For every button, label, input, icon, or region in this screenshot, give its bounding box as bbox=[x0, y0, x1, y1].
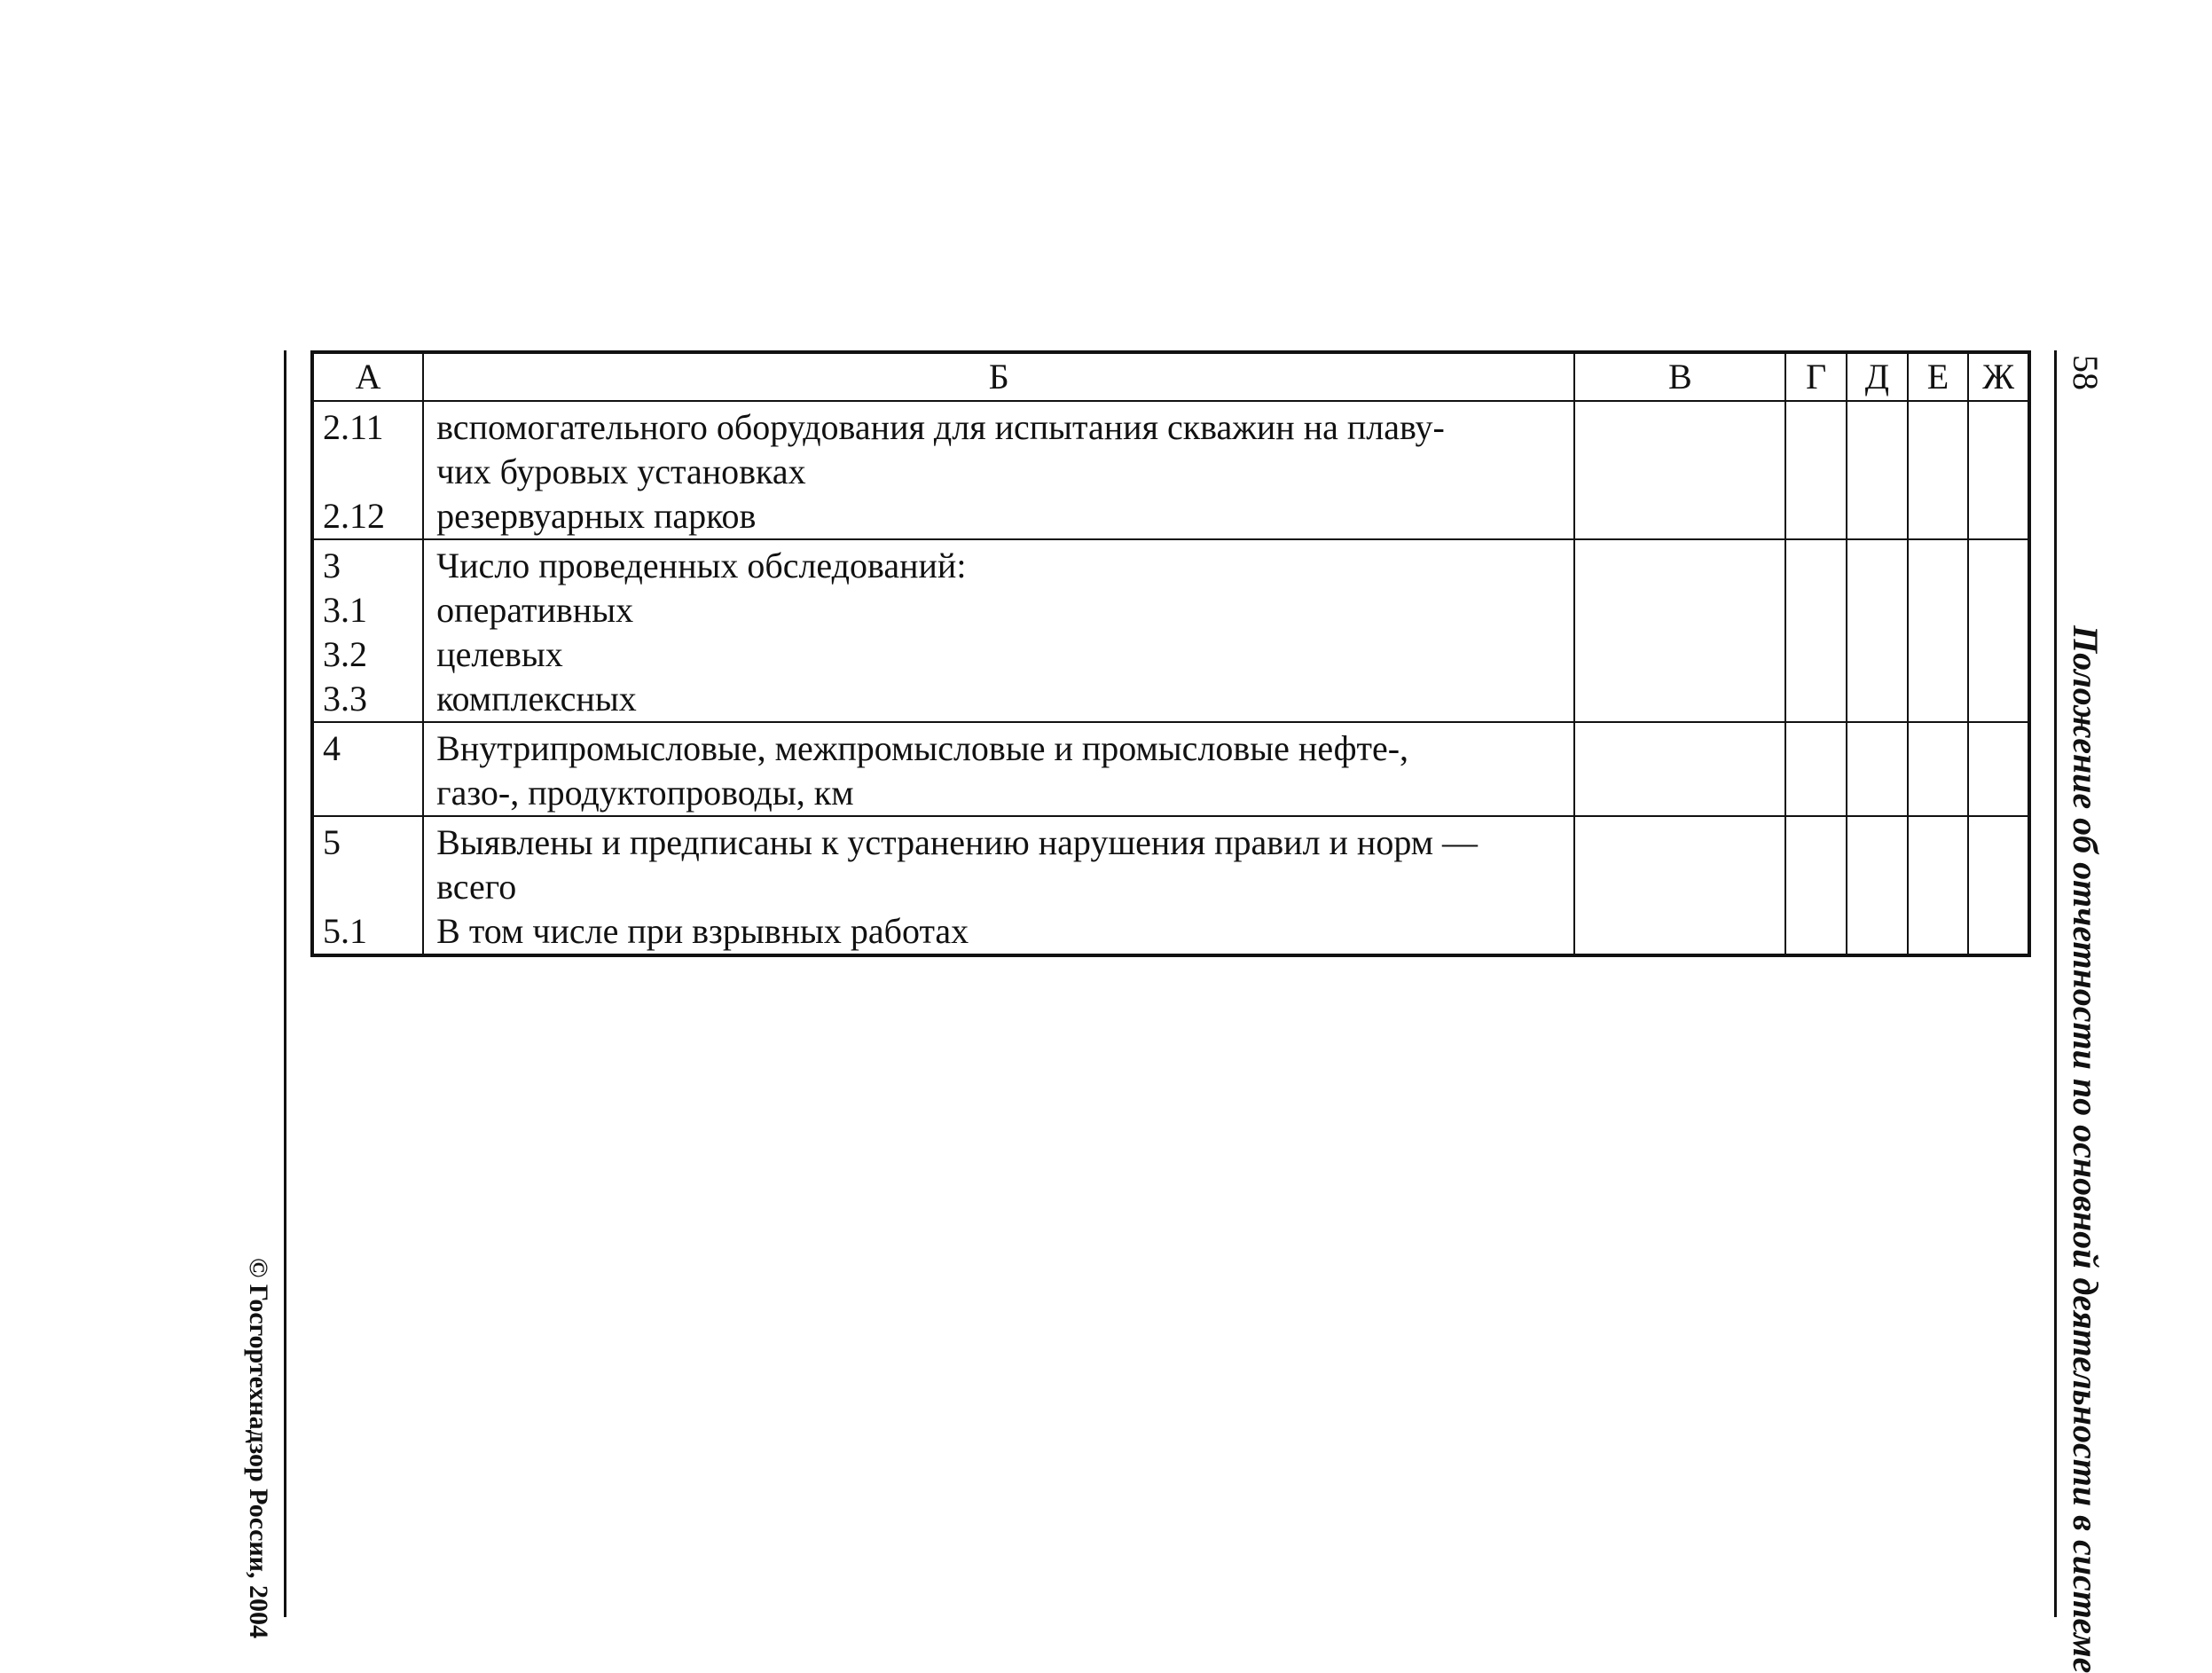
header-cell-b: Б bbox=[423, 352, 1574, 401]
value-cell-zh bbox=[1968, 722, 2029, 816]
left-margin-rule bbox=[284, 350, 286, 1617]
item-code bbox=[323, 865, 422, 909]
running-title: Положение об отчетности по основной деятельности в системе bbox=[2066, 625, 2106, 1673]
header-cell-a: А bbox=[312, 352, 423, 401]
item-code bbox=[323, 450, 422, 494]
item-code: 2.12 bbox=[323, 496, 385, 536]
code-cell bbox=[312, 722, 423, 816]
copyright-text: © Госгортехнадзор России, 2004 bbox=[244, 1258, 273, 1638]
code-cell bbox=[312, 539, 423, 722]
item-text: комплексных bbox=[436, 679, 637, 719]
item-text: Выявлены и предписаны к устранению нарушения правил и норм — bbox=[436, 822, 1479, 862]
item-text: оперативных bbox=[436, 590, 634, 630]
value-cell-d bbox=[1847, 816, 1908, 955]
item-text: вспомогательного оборудования для испытания скважин на плаву- bbox=[436, 407, 1445, 447]
right-margin-rule bbox=[2054, 350, 2057, 1617]
description-cell bbox=[423, 539, 1574, 722]
item-code: 5 bbox=[323, 822, 341, 862]
value-cell-g bbox=[1785, 401, 1847, 539]
value-cell-g bbox=[1785, 539, 1847, 722]
item-code: 3 bbox=[323, 546, 341, 585]
item-text: Внутрипромысловые, межпромысловые и промысловые нефте-, bbox=[436, 728, 1409, 768]
item-text: чих буровых установках bbox=[436, 452, 806, 491]
item-text: всего bbox=[436, 867, 517, 907]
item-code: 3.1 bbox=[323, 590, 367, 630]
value-cell-d bbox=[1847, 539, 1908, 722]
value-cell-g bbox=[1785, 816, 1847, 955]
header-cell-d: Д bbox=[1847, 352, 1908, 401]
page-number: 58 bbox=[2066, 355, 2106, 390]
header-cell-g: Г bbox=[1785, 352, 1847, 401]
copyright-block bbox=[238, 1258, 273, 1638]
item-code: 5.1 bbox=[323, 911, 367, 951]
item-code: 4 bbox=[323, 728, 341, 768]
value-cell-v bbox=[1574, 401, 1785, 539]
table-row bbox=[312, 539, 2029, 722]
value-cell-zh bbox=[1968, 816, 2029, 955]
description-cell bbox=[423, 816, 1574, 955]
value-cell-zh bbox=[1968, 401, 2029, 539]
value-cell-g bbox=[1785, 722, 1847, 816]
value-cell-e bbox=[1908, 539, 1969, 722]
table-row bbox=[312, 401, 2029, 539]
item-code: 2.11 bbox=[323, 407, 384, 447]
running-head bbox=[2062, 355, 2106, 1673]
header-cell-e: Е bbox=[1908, 352, 1969, 401]
item-text: В том числе при взрывных работах bbox=[436, 911, 969, 951]
value-cell-e bbox=[1908, 722, 1969, 816]
value-cell-e bbox=[1908, 816, 1969, 955]
value-cell-d bbox=[1847, 722, 1908, 816]
header-row bbox=[312, 352, 2029, 401]
value-cell-v bbox=[1574, 722, 1785, 816]
value-cell-v bbox=[1574, 539, 1785, 722]
value-cell-zh bbox=[1968, 539, 2029, 722]
item-code bbox=[323, 771, 422, 815]
item-text: газо-, продуктопроводы, км bbox=[436, 773, 854, 813]
code-cell bbox=[312, 401, 423, 539]
value-cell-e bbox=[1908, 401, 1969, 539]
description-cell bbox=[423, 401, 1574, 539]
table-row bbox=[312, 722, 2029, 816]
item-text: Число проведенных обследований: bbox=[436, 546, 967, 585]
description-cell bbox=[423, 722, 1574, 816]
item-text: целевых bbox=[436, 634, 563, 674]
item-text: резервуарных парков bbox=[436, 496, 757, 536]
report-table bbox=[310, 350, 2031, 957]
header-cell-v: В bbox=[1574, 352, 1785, 401]
item-code: 3.3 bbox=[323, 679, 367, 719]
table-row bbox=[312, 816, 2029, 955]
value-cell-v bbox=[1574, 816, 1785, 955]
code-cell bbox=[312, 816, 423, 955]
header-cell-zh: Ж bbox=[1968, 352, 2029, 401]
item-code: 3.2 bbox=[323, 634, 367, 674]
value-cell-d bbox=[1847, 401, 1908, 539]
